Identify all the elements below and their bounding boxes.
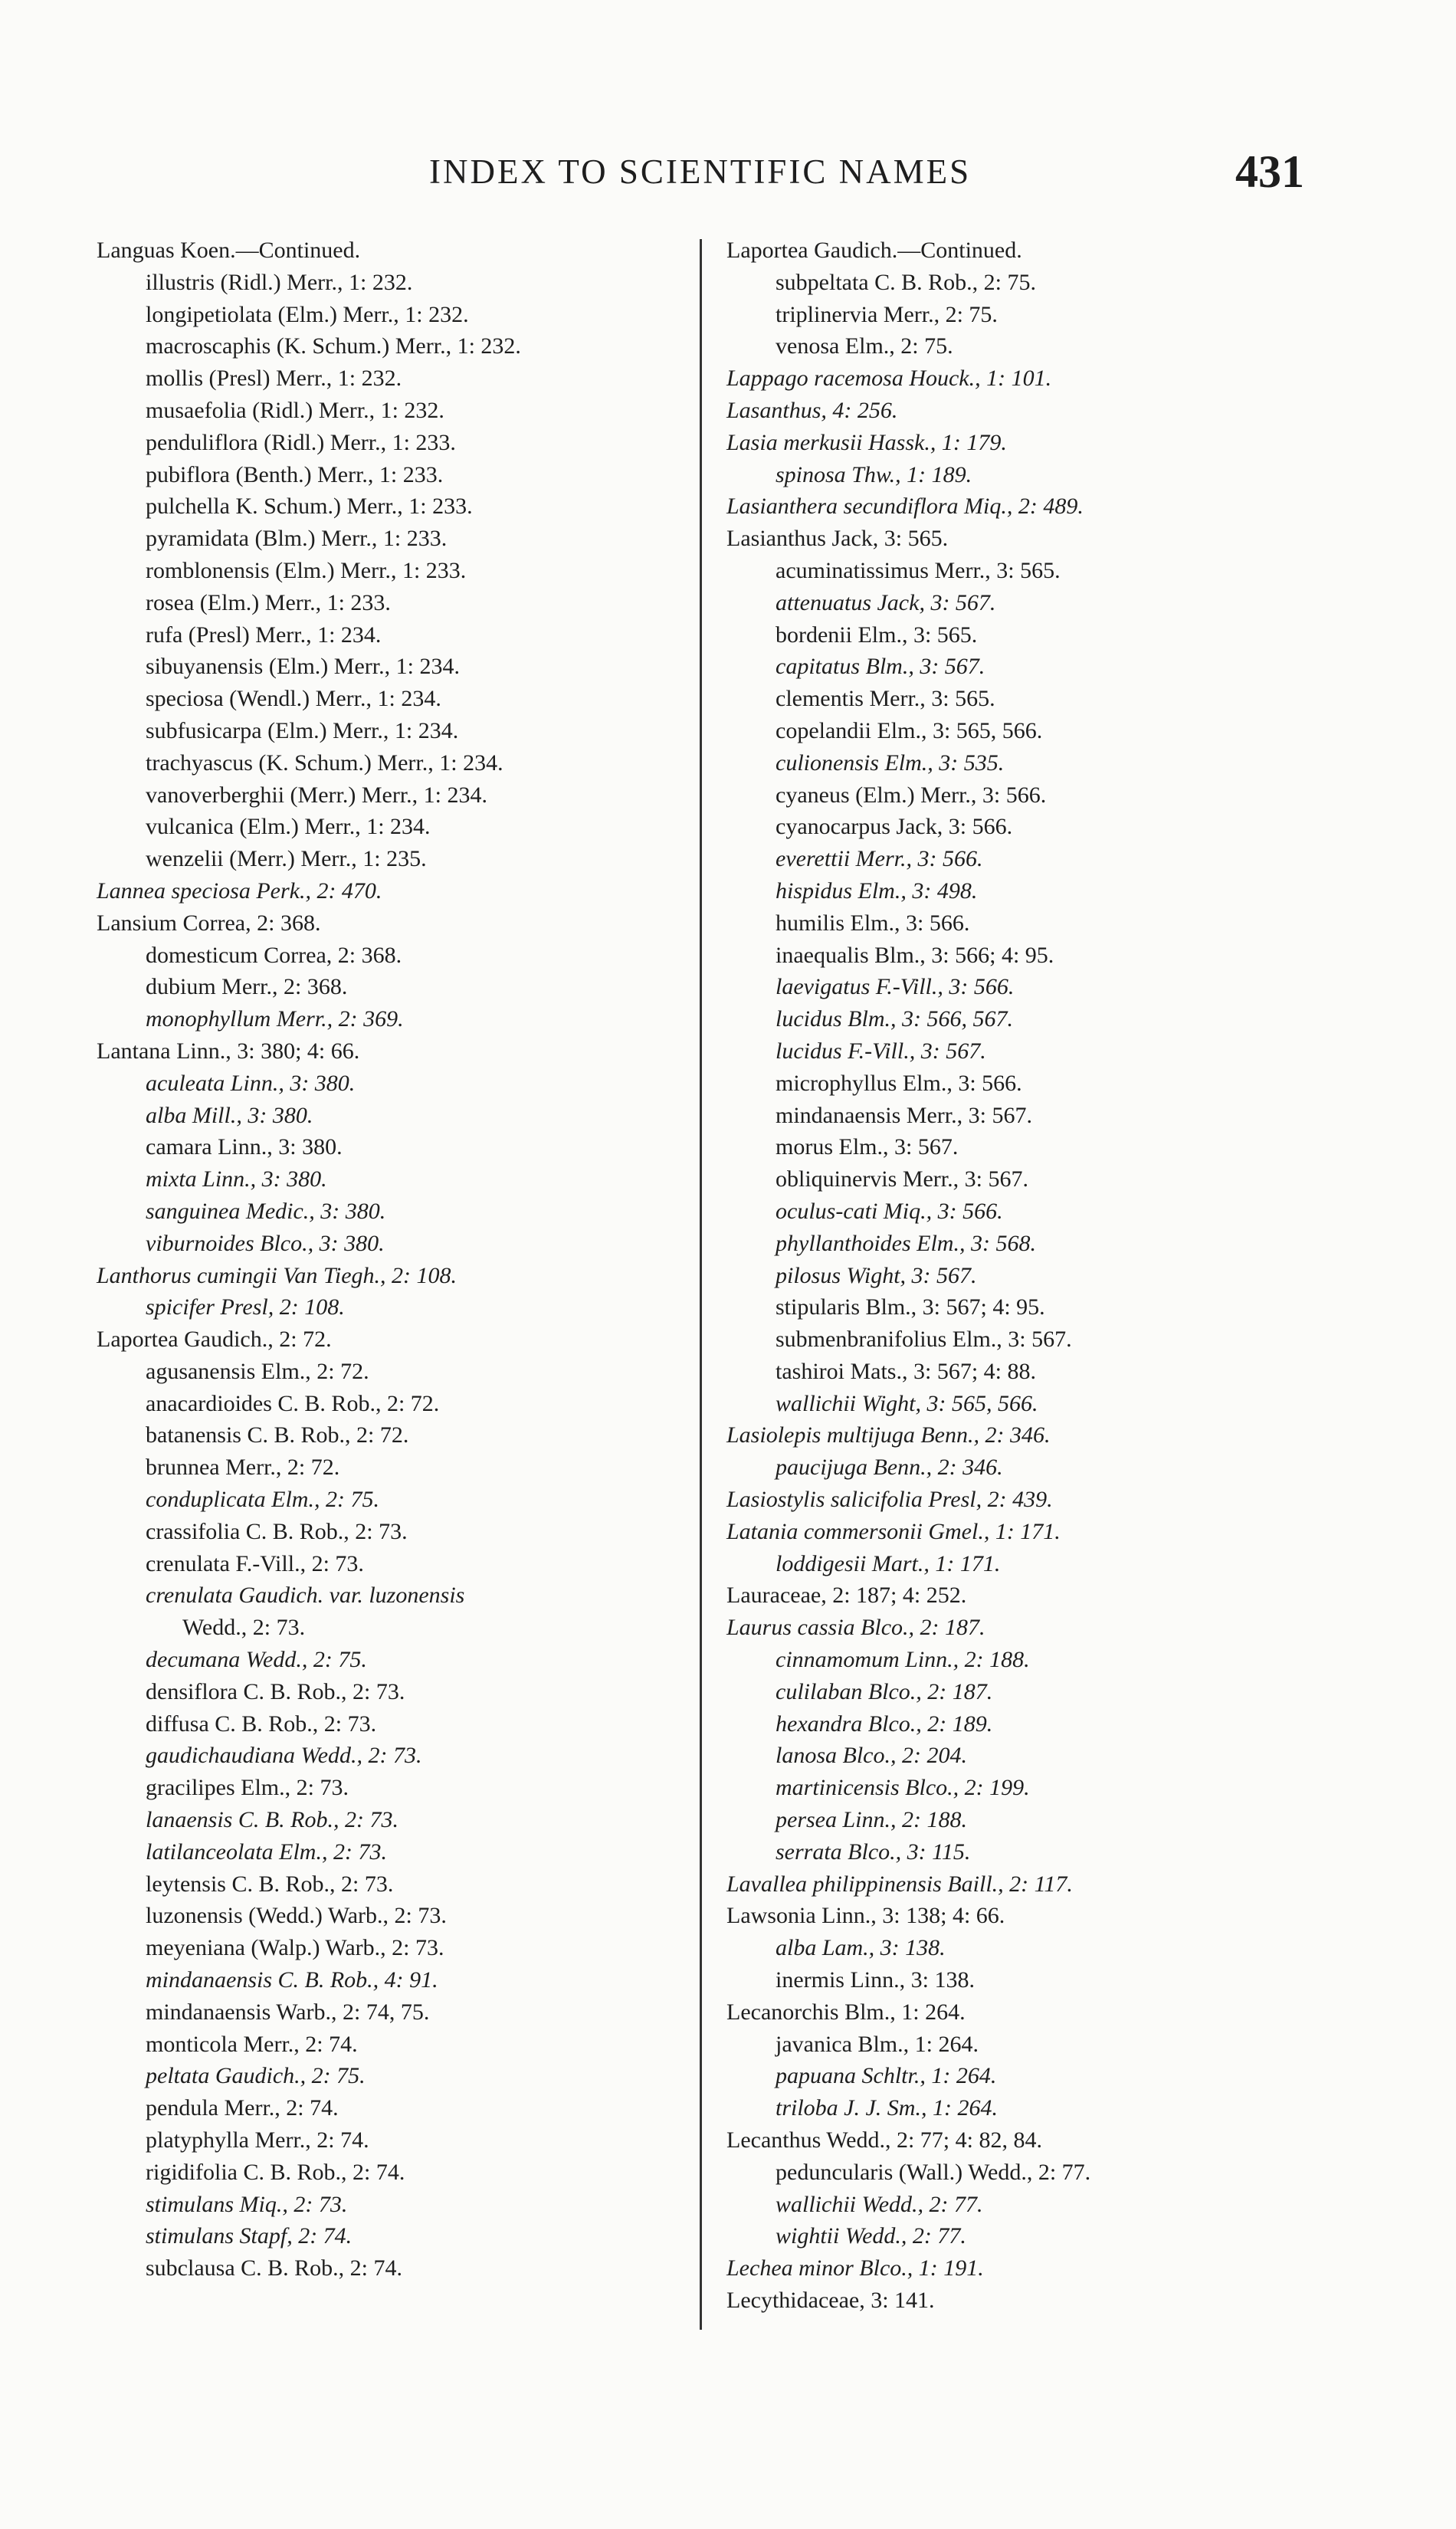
index-column-right xyxy=(726,235,1355,2317)
index-sub-entry: rigidifolia C. B. Rob., 2: 74. xyxy=(146,2159,405,2185)
index-sub-entry: rufa (Presl) Merr., 1: 234. xyxy=(146,622,382,648)
index-sub-entry: agusanensis Elm., 2: 72. xyxy=(146,1358,369,1384)
index-sub-entry: bordenii Elm., 3: 565. xyxy=(776,622,978,648)
index-sub-entry: obliquinervis Merr., 3: 567. xyxy=(776,1166,1028,1192)
index-sub-entry: mindanaensis Merr., 3: 567. xyxy=(776,1102,1032,1128)
index-sub-entry: phyllanthoides Elm., 3: 568. xyxy=(776,1230,1036,1256)
index-sub-entry: clementis Merr., 3: 565. xyxy=(776,686,995,712)
index-sub-entry: oculus-cati Miq., 3: 566. xyxy=(776,1198,1003,1224)
index-main-entry: Lappago racemosa Houck., 1: 101. xyxy=(726,366,1052,392)
index-main-entry: Lasanthus, 4: 256. xyxy=(726,397,898,423)
index-sub-entry: platyphylla Merr., 2: 74. xyxy=(146,2127,369,2153)
index-sub-entry: capitatus Blm., 3: 567. xyxy=(776,654,985,680)
index-main-entry: Latania commersonii Gmel., 1: 171. xyxy=(726,1518,1061,1544)
index-sub-entry: brunnea Merr., 2: 72. xyxy=(146,1455,340,1481)
index-sub-entry: paucijuga Benn., 2: 346. xyxy=(776,1455,1003,1481)
index-sub-entry: subpeltata C. B. Rob., 2: 75. xyxy=(776,269,1036,295)
index-sub-entry: latilanceolata Elm., 2: 73. xyxy=(146,1839,387,1865)
index-sub-entry: decumana Wedd., 2: 75. xyxy=(146,1647,367,1673)
index-main-entry: Lansium Correa, 2: 368. xyxy=(97,910,321,936)
index-sub-entry: monophyllum Merr., 2: 369. xyxy=(146,1006,404,1032)
index-sub-entry: trachyascus (K. Schum.) Merr., 1: 234. xyxy=(146,750,503,776)
index-sub-entry: wallichii Wight, 3: 565, 566. xyxy=(776,1390,1038,1416)
index-sub-entry: alba Lam., 3: 138. xyxy=(776,1935,946,1961)
index-sub-entry: peltata Gaudich., 2: 75. xyxy=(146,2063,366,2089)
index-main-entry: Lasianthera secundiflora Miq., 2: 489. xyxy=(726,494,1084,520)
index-main-entry: Lanthorus cumingii Van Tiegh., 2: 108. xyxy=(97,1262,457,1288)
index-sub-entry: spicifer Presl, 2: 108. xyxy=(146,1294,345,1320)
index-column-left xyxy=(97,235,702,2285)
index-sub-entry: spinosa Thw., 1: 189. xyxy=(776,461,972,487)
index-sub-entry: pulchella K. Schum.) Merr., 1: 233. xyxy=(146,494,473,520)
index-sub-entry: mollis (Presl) Merr., 1: 232. xyxy=(146,366,402,392)
index-sub-entry: densiflora C. B. Rob., 2: 73. xyxy=(146,1678,405,1704)
index-sub-entry: luzonensis (Wedd.) Warb., 2: 73. xyxy=(146,1903,447,1929)
index-sub-entry: crassifolia C. B. Rob., 2: 73. xyxy=(146,1518,408,1544)
index-sub-entry: pubiflora (Benth.) Merr., 1: 233. xyxy=(146,461,444,487)
index-sub-entry: anacardioides C. B. Rob., 2: 72. xyxy=(146,1390,440,1416)
index-sub-entry: lanosa Blco., 2: 204. xyxy=(776,1743,967,1769)
index-main-entry: Laportea Gaudich., 2: 72. xyxy=(97,1327,332,1353)
index-sub-entry: domesticum Correa, 2: 368. xyxy=(146,942,402,968)
index-sub-entry: illustris (Ridl.) Merr., 1: 232. xyxy=(146,269,413,295)
index-sub-entry: mindanaensis C. B. Rob., 4: 91. xyxy=(146,1967,438,1993)
index-main-entry: Lasianthus Jack, 3: 565. xyxy=(726,526,949,552)
index-sub-entry: sanguinea Medic., 3: 380. xyxy=(146,1198,386,1224)
index-sub-entry: alba Mill., 3: 380. xyxy=(146,1102,313,1128)
index-main-entry: Languas Koen.—Continued. xyxy=(97,238,361,263)
index-sub-entry: Wedd., 2: 73. xyxy=(182,1615,306,1641)
index-sub-entry: vanoverberghii (Merr.) Merr., 1: 234. xyxy=(146,782,488,808)
index-main-entry: Lasiostylis salicifolia Presl, 2: 439. xyxy=(726,1487,1053,1513)
index-sub-entry: culionensis Elm., 3: 535. xyxy=(776,750,1005,776)
index-sub-entry: aculeata Linn., 3: 380. xyxy=(146,1070,356,1096)
index-sub-entry: pyramidata (Blm.) Merr., 1: 233. xyxy=(146,526,448,552)
index-sub-entry: leytensis C. B. Rob., 2: 73. xyxy=(146,1871,394,1897)
index-sub-entry: culilaban Blco., 2: 187. xyxy=(776,1678,993,1704)
index-main-entry: Lasia merkusii Hassk., 1: 179. xyxy=(726,429,1007,455)
index-sub-entry: cyaneus (Elm.) Merr., 3: 566. xyxy=(776,782,1047,808)
index-sub-entry: acuminatissimus Merr., 3: 565. xyxy=(776,557,1061,583)
index-sub-entry: stimulans Miq., 2: 73. xyxy=(146,2191,348,2217)
index-main-entry: Laportea Gaudich.—Continued. xyxy=(726,238,1022,263)
index-main-entry: Laurus cassia Blco., 2: 187. xyxy=(726,1615,985,1641)
page-header xyxy=(0,146,1456,222)
index-sub-entry: hexandra Blco., 2: 189. xyxy=(776,1711,993,1737)
index-sub-entry: laevigatus F.-Vill., 3: 566. xyxy=(776,974,1015,1000)
index-main-entry: Lecanthus Wedd., 2: 77; 4: 82, 84. xyxy=(726,2127,1042,2153)
index-main-entry: Lecanorchis Blm., 1: 264. xyxy=(726,1999,966,2025)
index-sub-entry: wightii Wedd., 2: 77. xyxy=(776,2223,966,2249)
index-main-entry: Lauraceae, 2: 187; 4: 252. xyxy=(726,1583,967,1609)
index-sub-entry: gracilipes Elm., 2: 73. xyxy=(146,1775,349,1801)
index-sub-entry: cinnamomum Linn., 2: 188. xyxy=(776,1647,1030,1673)
index-sub-entry: stimulans Stapf, 2: 74. xyxy=(146,2223,353,2249)
index-sub-entry: conduplicata Elm., 2: 75. xyxy=(146,1487,379,1513)
index-sub-entry: crenulata F.-Vill., 2: 73. xyxy=(146,1550,364,1576)
index-sub-entry: musaefolia (Ridl.) Merr., 1: 232. xyxy=(146,397,444,423)
index-sub-entry: martinicensis Blco., 2: 199. xyxy=(776,1775,1030,1801)
index-sub-entry: crenulata Gaudich. var. luzonensis xyxy=(146,1583,465,1609)
column-divider xyxy=(700,239,702,2330)
index-sub-entry: vulcanica (Elm.) Merr., 1: 234. xyxy=(146,814,431,840)
index-sub-entry: loddigesii Mart., 1: 171. xyxy=(776,1550,1001,1576)
index-sub-entry: batanensis C. B. Rob., 2: 72. xyxy=(146,1422,409,1448)
index-sub-entry: longipetiolata (Elm.) Merr., 1: 232. xyxy=(146,301,469,327)
index-sub-entry: submenbranifolius Elm., 3: 567. xyxy=(776,1327,1072,1353)
index-main-entry: Lawsonia Linn., 3: 138; 4: 66. xyxy=(726,1903,1005,1929)
index-main-entry: Lecythidaceae, 3: 141. xyxy=(726,2288,935,2313)
index-sub-entry: venosa Elm., 2: 75. xyxy=(776,333,953,359)
index-sub-entry: triloba J. J. Sm., 1: 264. xyxy=(776,2095,998,2121)
index-sub-entry: microphyllus Elm., 3: 566. xyxy=(776,1070,1022,1096)
index-sub-entry: inermis Linn., 3: 138. xyxy=(776,1967,975,1993)
index-sub-entry: macroscaphis (K. Schum.) Merr., 1: 232. xyxy=(146,333,521,359)
index-sub-entry: rosea (Elm.) Merr., 1: 233. xyxy=(146,589,391,615)
index-sub-entry: subclausa C. B. Rob., 2: 74. xyxy=(146,2255,402,2281)
index-sub-entry: romblonensis (Elm.) Merr., 1: 233. xyxy=(146,557,467,583)
index-sub-entry: penduliflora (Ridl.) Merr., 1: 233. xyxy=(146,429,456,455)
index-sub-entry: everettii Merr., 3: 566. xyxy=(776,846,983,872)
index-sub-entry: hispidus Elm., 3: 498. xyxy=(776,877,978,904)
index-sub-entry: monticola Merr., 2: 74. xyxy=(146,2031,358,2057)
index-sub-entry: peduncularis (Wall.) Wedd., 2: 77. xyxy=(776,2159,1091,2185)
index-sub-entry: subfusicarpa (Elm.) Merr., 1: 234. xyxy=(146,717,459,743)
index-sub-entry: cyanocarpus Jack, 3: 566. xyxy=(776,814,1013,840)
page-number: 431 xyxy=(1235,146,1304,197)
index-main-entry: Lavallea philippinensis Baill., 2: 117. xyxy=(726,1871,1073,1897)
index-sub-entry: stipularis Blm., 3: 567; 4: 95. xyxy=(776,1294,1045,1320)
index-sub-entry: copelandii Elm., 3: 565, 566. xyxy=(776,717,1043,743)
index-sub-entry: diffusa C. B. Rob., 2: 73. xyxy=(146,1711,377,1737)
index-sub-entry: papuana Schltr., 1: 264. xyxy=(776,2063,997,2089)
index-main-entry: Lannea speciosa Perk., 2: 470. xyxy=(97,877,382,904)
index-sub-entry: javanica Blm., 1: 264. xyxy=(776,2031,979,2057)
index-sub-entry: humilis Elm., 3: 566. xyxy=(776,910,970,936)
index-sub-entry: serrata Blco., 3: 115. xyxy=(776,1839,971,1865)
index-main-entry: Lechea minor Blco., 1: 191. xyxy=(726,2255,984,2281)
index-sub-entry: pilosus Wight, 3: 567. xyxy=(776,1262,977,1288)
index-sub-entry: dubium Merr., 2: 368. xyxy=(146,974,348,1000)
index-sub-entry: wenzelii (Merr.) Merr., 1: 235. xyxy=(146,846,427,872)
index-sub-entry: mindanaensis Warb., 2: 74, 75. xyxy=(146,1999,430,2025)
index-sub-entry: persea Linn., 2: 188. xyxy=(776,1807,967,1833)
index-sub-entry: mixta Linn., 3: 380. xyxy=(146,1166,327,1192)
index-main-entry: Lantana Linn., 3: 380; 4: 66. xyxy=(97,1038,360,1064)
index-sub-entry: attenuatus Jack, 3: 567. xyxy=(776,589,996,615)
index-sub-entry: lucidus Blm., 3: 566, 567. xyxy=(776,1006,1013,1032)
index-sub-entry: meyeniana (Walp.) Warb., 2: 73. xyxy=(146,1935,444,1961)
index-sub-entry: inaequalis Blm., 3: 566; 4: 95. xyxy=(776,942,1054,968)
running-title: INDEX TO SCIENTIFIC NAMES xyxy=(429,153,972,191)
index-sub-entry: camara Linn., 3: 380. xyxy=(146,1134,343,1160)
index-main-entry: Lasiolepis multijuga Benn., 2: 346. xyxy=(726,1422,1051,1448)
index-sub-entry: wallichii Wedd., 2: 77. xyxy=(776,2191,983,2217)
index-sub-entry: sibuyanensis (Elm.) Merr., 1: 234. xyxy=(146,654,460,680)
index-sub-entry: lanaensis C. B. Rob., 2: 73. xyxy=(146,1807,398,1833)
index-sub-entry: triplinervia Merr., 2: 75. xyxy=(776,301,998,327)
index-sub-entry: gaudichaudiana Wedd., 2: 73. xyxy=(146,1743,422,1769)
index-sub-entry: lucidus F.-Vill., 3: 567. xyxy=(776,1038,986,1064)
index-sub-entry: morus Elm., 3: 567. xyxy=(776,1134,959,1160)
index-sub-entry: speciosa (Wendl.) Merr., 1: 234. xyxy=(146,686,441,712)
index-sub-entry: viburnoides Blco., 3: 380. xyxy=(146,1230,385,1256)
index-sub-entry: tashiroi Mats., 3: 567; 4: 88. xyxy=(776,1358,1036,1384)
index-sub-entry: pendula Merr., 2: 74. xyxy=(146,2095,339,2121)
